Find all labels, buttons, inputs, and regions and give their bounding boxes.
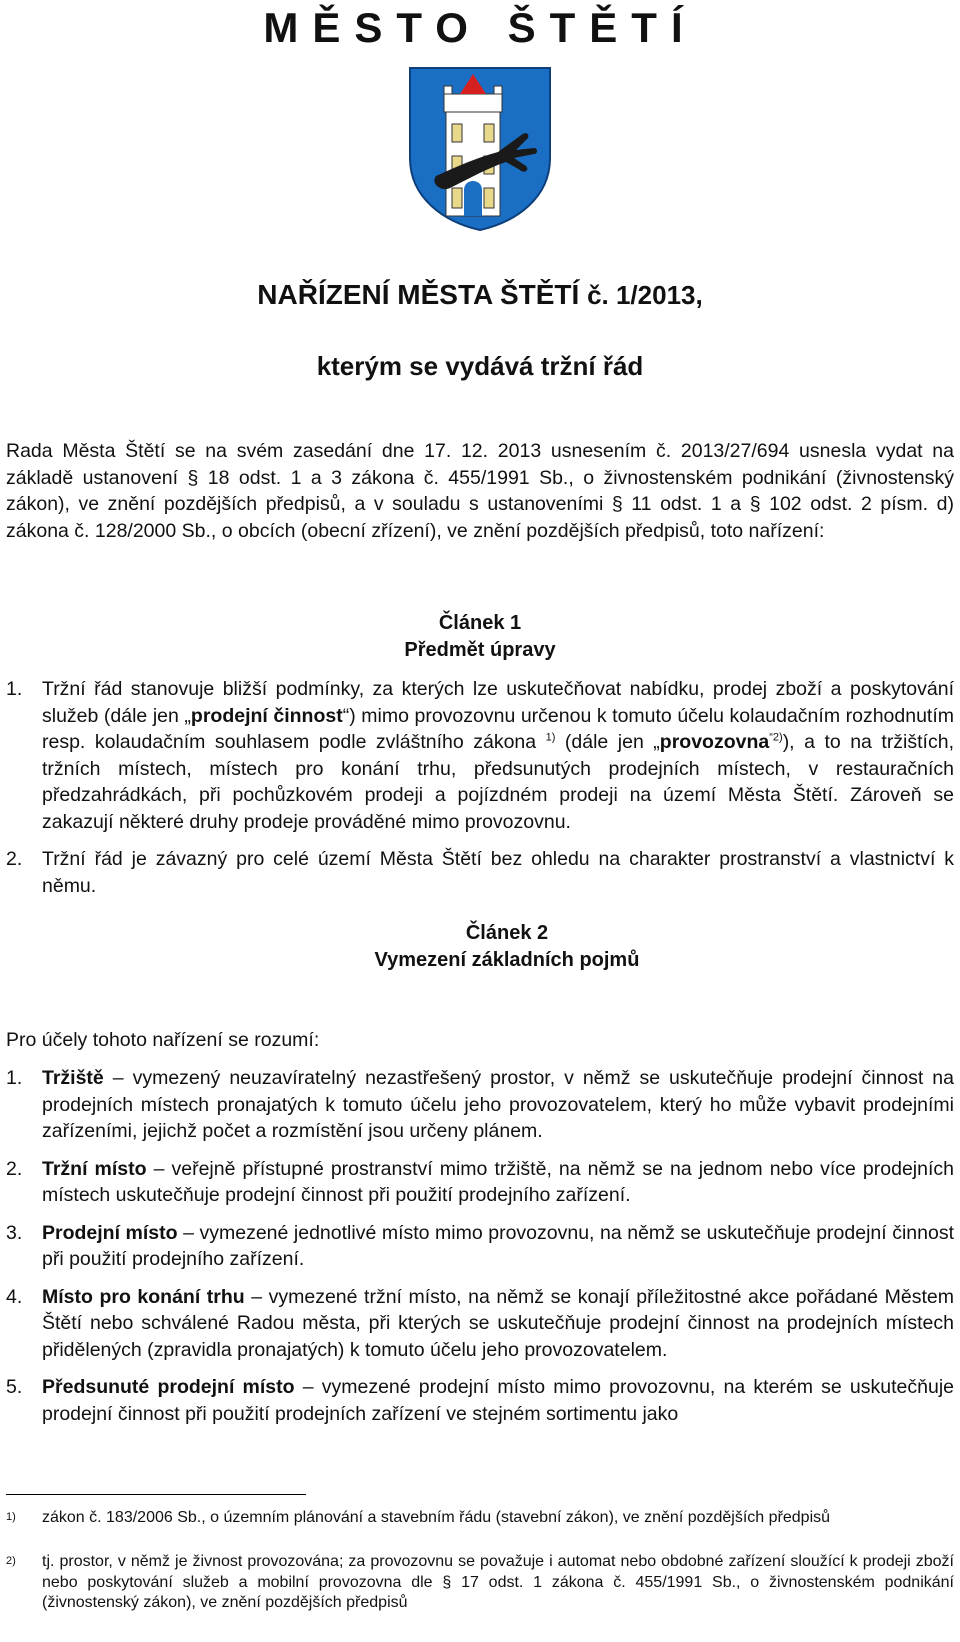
article-2-name: Vymezení základních pojmů — [374, 949, 640, 971]
document-subtitle: kterým se vydává tržní řád — [316, 351, 644, 381]
text-fragment: “) mimo provozovnu určenou k tomuto účelu kolaudačním rozhodnutím resp. kolaudačním souhlasem podle zvláštního zákona — [42, 704, 955, 753]
article-1-heading — [0, 610, 960, 664]
article-1-name: Předmět úpravy — [404, 639, 556, 661]
item-number: 5. — [6, 1376, 23, 1398]
footnote-mark: 2) — [6, 1555, 16, 1567]
item-text — [42, 1065, 954, 1145]
footnote-2 — [6, 1552, 954, 1614]
item-text — [42, 1156, 954, 1209]
definition-text: – vymezené jednotlivé místo mimo provozovnu, na němž se uskutečňuje prodejní činnost při použití prodejního zařízení. — [42, 1221, 955, 1270]
term-provozovna: provozovna — [659, 731, 770, 753]
footnote-text: zákon č. 183/2006 Sb., o územním plánování a stavebním řádu (stavební zákon), ve znění pozdějších předpisů — [42, 1509, 831, 1526]
definition-text: – vymezený neuzavíratelný nezastřešený prostor, v němž se uskutečňuje prodejní činnost na prodejních místech pronajatých k tomuto účelu jeho provozovatelem, který ho může vybavit prodejními zařízeními, jejichž počet a rozmístění jsou určeny plánem. — [42, 1067, 954, 1142]
text-fragment: (dále jen „ — [555, 731, 660, 753]
defined-term: Tržiště — [42, 1067, 104, 1089]
list-item — [6, 1065, 954, 1145]
list-item — [6, 1220, 954, 1273]
defined-term: Prodejní místo — [42, 1221, 178, 1244]
coat-of-arms-icon — [406, 66, 554, 232]
title-number: č. 1/2013, — [587, 280, 703, 310]
item-text — [42, 1284, 954, 1364]
list-item — [6, 1374, 954, 1427]
item-text: Tržní řád je závazný pro celé území Města Štětí bez ohledu na charakter prostranství a vlastnictví k němu. — [42, 848, 954, 897]
document-title — [0, 278, 960, 312]
list-item — [6, 1156, 954, 1209]
item-number: 1. — [6, 678, 23, 700]
footnote-text: tj. prostor, v němž je živnost provozována; za provozovnu se považuje i automat nebo obdobné zařízení sloužící k prodeji zboží nebo poskytování služeb a mobilní provozovna dle § 17 odst. 1 zákona č. 455/1991 Sb., o živnostenském podnikání (živnostenský zákon), ve znění pozdějších předpisů — [42, 1553, 954, 1611]
title-main: NAŘÍZENÍ MĚSTA ŠTĚTÍ — [257, 279, 588, 310]
list-item — [6, 846, 954, 899]
text-fragment: ), a to na tržištích, tržních místech, místech pro konání trhu, předsunutých prodejních místech, v restauračních předzahrádkách, při pochůzkovém prodeji a pojízdném prodeji na území Města Štětí. Zároveň se zakazují některé druhy prodeje prováděné mimo provozovnu. — [42, 731, 954, 833]
item-text — [42, 676, 954, 835]
article-2-heading — [0, 920, 960, 974]
footnote-divider — [6, 1494, 306, 1495]
article-1-list — [6, 676, 954, 899]
town-name: MĚSTO ŠTĚTÍ — [263, 4, 697, 51]
list-item — [6, 676, 954, 835]
item-text — [42, 1220, 954, 1273]
intro-paragraph: Rada Města Štětí se na svém zasedání dne 17. 12. 2013 usnesením č. 2013/27/694 usnesla vydat na základě ustanovení § 18 odst. 1 a 3 zákona č. 455/1991 Sb., o živnostenském podnikání (živnostenský zákon), ve znění pozdějších předpisů, a v souladu s ustanoveními § 11 odst. 1 a § 102 odst. 2 písm. d) zákona č. 128/2000 Sb., o obcích (obecní zřízení), ve znění pozdějších předpisů, toto nařízení: — [6, 440, 954, 542]
item-text — [42, 1374, 954, 1427]
defined-term: Tržní místo — [42, 1157, 147, 1180]
text-fragment: Tržní řád stanovuje bližší podmínky, za kterých lze uskutečňovat nabídku, prodej zboží a poskytování služeb (dále jen „ — [42, 678, 954, 727]
defined-term: Předsunuté prodejní místo — [42, 1376, 295, 1398]
footnote-mark: 1) — [6, 1511, 16, 1523]
footnote-ref: “2) — [769, 731, 783, 744]
article-2-number: Článek 2 — [465, 922, 549, 944]
article-2-lead: Pro účely tohoto nařízení se rozumí: — [6, 1029, 320, 1051]
defined-term: Místo pro konání trhu — [42, 1285, 245, 1308]
item-number: 4. — [6, 1285, 23, 1308]
list-item — [6, 1284, 954, 1364]
item-number: 2. — [6, 1157, 23, 1180]
article-1-number: Článek 1 — [438, 612, 522, 634]
article-2-list — [6, 1065, 954, 1427]
item-number: 2. — [6, 848, 23, 870]
definition-text: – vymezené tržní místo, na němž se konají příležitostné akce pořádané Městem Štětí nebo schválené Radou města, při kterých se uskutečňuje prodejní činnost na prodejních místech přidělených (zpravidla pronajatých) k tomuto účelu jeho provozovatelem. — [42, 1285, 954, 1361]
footnote-1 — [6, 1508, 954, 1529]
item-number: 1. — [6, 1067, 23, 1089]
definition-text: – veřejně přístupné prostranství mimo tržiště, na němž se na jednom nebo více prodejních místech uskutečňuje prodejní činnost při použití prodejního zařízení. — [42, 1157, 955, 1206]
term-prodejni-cinnost: prodejní činnost — [190, 704, 343, 727]
item-number: 3. — [6, 1221, 23, 1244]
footnote-ref: 1) — [545, 731, 556, 744]
definition-text: – vymezené prodejní místo mimo provozovnu, na kterém se uskutečňuje prodejní činnost při použití prodejních zařízení ve stejném sortimentu jako — [42, 1376, 954, 1425]
